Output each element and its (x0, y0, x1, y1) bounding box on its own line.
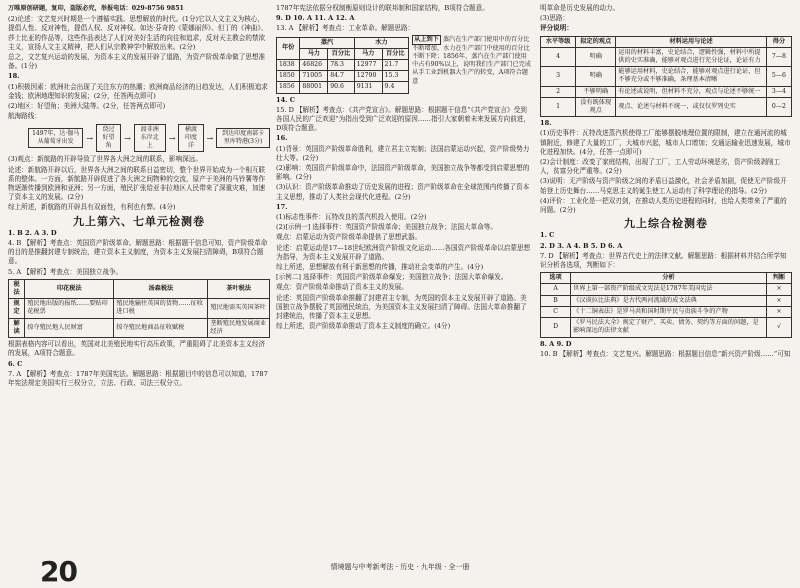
steam-water-table (276, 37, 409, 94)
paragraph: 综上所述，资产阶级革命推动了资本主义制度的确立。(4分) (276, 322, 451, 331)
table-header: 分析 (571, 273, 767, 284)
paragraph: (2)[示例一] 选择事件：英国资产阶级革命；美国独立战争；法国大革命等。 (276, 223, 497, 232)
paragraph: (1)历史事件：瓦特改进蒸汽机使得工厂能够摆脱地理位置的限制，建立在通河流的城镇附近，修建了大量的工厂，大城市兴起，城市人口增加；交通运输业迅速发展，城市化进程加快。(4分，任答一点即可) (540, 129, 791, 156)
table-cell: 12977 (354, 60, 382, 71)
table-header: 马力 (354, 48, 382, 59)
answer-line: 9. D 10. A 11. A 12. A (276, 14, 355, 23)
table-cell: 15.3 (382, 71, 409, 82)
table-cell: 有论述或说明，但材料不充分，观点与论述不够统一 (616, 86, 767, 97)
page-header: 万唯原创研题，复印，盗版必究，举报电话：029-8756 9851 (8, 5, 184, 12)
paragraph: (1)标志性事件：瓦特改良的蒸汽机投入使用。(2分) (276, 213, 427, 222)
question-number: 17. (276, 202, 288, 211)
paragraph: 13. A 【解析】考查点：工业革命。解题思路： (276, 24, 415, 33)
table-cell: 1856 (277, 82, 300, 93)
score-heading: 评分说明： (540, 24, 573, 33)
arrow-right-icon: → (206, 133, 214, 143)
table-cell: 5—6 (766, 67, 791, 86)
scoring-table (540, 36, 792, 118)
table-cell: 观点、论述与材料不统一，或仅仅罗列史实 (616, 97, 767, 116)
question-number: 18. (540, 119, 552, 128)
table-cell: 46826 (300, 60, 328, 71)
table-cell: 1838 (277, 60, 300, 71)
arrow-right-icon: → (168, 133, 176, 143)
paragraph: (3)思路： (540, 14, 570, 23)
answer-line: 14. C (276, 95, 296, 104)
table-cell: 规定 (9, 299, 25, 318)
paragraph: (2)会计制度：改变了家庭结构，出现了工厂，工人劳动环境恶劣，资产阶级剥削工人，贫富分化严重等。(2分) (540, 158, 781, 176)
paragraph: 观点：资产阶级革命推动了资本主义的发展。 (276, 283, 408, 292)
paragraph: 7. D 【解析】考查点：世界古代史上的法律文献。解题思路：根据材料并结合所学知识分析各选项，判断如下： (540, 251, 787, 270)
table-header: 茶叶税法 (208, 279, 270, 298)
table-note (412, 35, 532, 96)
paragraph: (2)地区：好望角；美洲大陆等。(2分，任答两点即可) (8, 102, 166, 111)
table-cell: 3 (541, 67, 576, 86)
table-row (277, 60, 409, 71)
table-header: 百分比 (328, 48, 355, 59)
table-cell: × (766, 306, 791, 317)
table-row (541, 97, 792, 116)
table-cell: 3—4 (766, 86, 791, 97)
section-title: 九上综合检测卷 (624, 217, 708, 231)
table-cell: 《十二铜表法》是罗马共和国时期平民与贵族斗争的产物 (571, 306, 767, 317)
table-header: 拟定的观点 (576, 36, 616, 47)
table-row (541, 67, 792, 86)
table-cell: 78.3 (328, 60, 355, 71)
table-header: 蒸汽 (300, 37, 354, 48)
paragraph: (3)观点：新航路的开辟导致了世界各大洲之间的联系，影响深远。 (8, 155, 202, 164)
table-header: 得分 (766, 36, 791, 47)
table-cell: 4 (541, 47, 576, 66)
table-header: 税法 (9, 279, 25, 298)
paragraph: 1787年宪法依据分权制衡原则设计的联邦制和国家结构，B项符合题意。 (276, 4, 489, 12)
paragraph: 观点：启蒙运动为资产阶级革命提供了思想武器。 (276, 233, 422, 242)
paragraph: 明革命是历史发展的动力。 (540, 4, 620, 12)
table-cell: B (541, 295, 571, 306)
table-cell: 运用的材料丰富，史论结合，逻辑性强，材料中所提供的史实准确，能够对观点进行充分论证，论证有力 (616, 47, 767, 66)
table-row (541, 47, 792, 66)
table-cell: 明确 (576, 67, 616, 86)
page-number: 20 (40, 554, 77, 588)
paragraph: (3)认识：资产阶级革命推动了历史发展的进程；资产阶级革命在全球范围内传播了资本主义思想，推动了人类社会现代化进程。(2分) (276, 183, 530, 201)
table-cell: 不够明确 (576, 86, 616, 97)
table-row (541, 86, 792, 97)
answer-line: 8. A 9. D (540, 339, 572, 348)
paragraph: 根据表格内容可以看出，英国对北美殖民地实行高压政策，严重阻碍了北美资本主义经济的发展，A项符合题意。 (8, 340, 266, 358)
table-cell: 7—8 (766, 47, 791, 66)
steam-analysis (276, 35, 532, 96)
table-header: 判断 (766, 273, 791, 284)
options-table (540, 272, 792, 337)
paragraph: 论述：英国资产阶级革命推翻了封建君主专制，为英国的资本主义发展开辟了道路。美国独立战争摆脱了英国殖民统治，为美国资本主义发展扫清了障碍。法国大革命推翻了封建统治，传播了资本主义思想。 (276, 293, 527, 321)
table-row (277, 82, 409, 93)
paragraph: (1)积极因素：欧洲社会出现了关注东方的热潮；欧洲商品经济的日趋发达，人们积极追求金钱；欧洲地理知识的发展；(2分，任答两点即可) (8, 82, 268, 100)
paragraph: [示例二] 选择事件：英国资产阶级革命爆发；美国独立战争；法国大革命爆发。 (276, 273, 508, 282)
table-cell: 《罗马民法大全》规定了财产、买卖、债务、契约等方面的问题，是影响深远的法律文献 (571, 318, 767, 337)
table-cell: 0—2 (766, 97, 791, 116)
column-middle (276, 4, 532, 554)
route-flowchart (28, 124, 270, 152)
answer-line: 2. D 3. A 4. B 5. D 6. A (540, 241, 623, 250)
table-cell: 明确 (576, 47, 616, 66)
answer-line: 1. C (540, 231, 555, 240)
table-cell: 能够运用材料，史论结合，能够对观点进行论证，但不够充分或不够准确，条理基本清晰 (616, 67, 767, 86)
table-row (541, 318, 792, 337)
table-cell: 掠夺殖民地商品征收赋税 (114, 318, 208, 337)
paragraph: (4)评价：工业化是一把双刃剑，在推动人类历史进程的同时，也给人类带来了严重的问题。(2分) (540, 196, 787, 215)
paragraph: 10. B 【解析】考查点：文艺复兴。解题思路：根据题目信息“新兴资产阶级……”可知 (540, 349, 791, 358)
tax-law-table (8, 279, 270, 338)
paragraph: (2)论述：文艺复兴时期是一个遵循实践、思想解放的时代。(1分)它以人文主义为核心，提倡人性、反对神性，提倡人权、反对神权。如达·芬奇的《蒙娜丽莎》、但丁的《神曲》、莎士比亚的作品等，这些作品表达了人们对美好生活的向往和追求，反对天主教会的禁欲主义，宣扬人文主义精神，把人们从宗教神学中解放出来。(2分) (8, 15, 268, 51)
paragraph: (1)背景：英国资产阶级革命胜利，建立君主立宪制；法国启蒙运动兴起，资产阶级势力壮大等。(2分) (276, 144, 530, 162)
answer-line: 1. B 2. A 3. D (8, 228, 57, 237)
table-cell: 84.7 (328, 71, 355, 82)
table-cell: × (766, 284, 791, 295)
table-header: 年份 (277, 37, 300, 59)
side-label: 从上到下 (412, 35, 441, 45)
paragraph: 论述：启蒙运动是17—18世纪欧洲资产阶级文化运动……各国资产阶级革命以启蒙思想为指导，为资本主义发展开辟了道路。 (276, 243, 531, 261)
table-row (277, 71, 409, 82)
answer-line: 6. C (8, 359, 23, 368)
paragraph: 论述：新航路开辟以后，世界各大洲之间的联系日益密切，整个世界开始成为一个相互联系的整体。一方面，新航路开辟促进了各大洲之间物种的交流，原产于美洲的马铃薯等作物逐渐传播到欧洲和亚洲；另一方面，殖民扩张给亚非拉地区人民带来了深重灾难，加速了资本主义的发展。(2分) (8, 165, 266, 202)
column-left (8, 4, 270, 554)
route-step: 横渡印度洋 (178, 124, 203, 152)
section-title: 九上第六、七单元检测卷 (73, 214, 205, 228)
table-cell: 垄断殖民地发展商业经济 (208, 318, 270, 337)
table-header: 百分比 (382, 48, 409, 59)
route-step: 绕过好望角 (96, 124, 121, 152)
table-cell: 12790 (354, 71, 382, 82)
table-cell: 9131 (354, 82, 382, 93)
paragraph: 航海路线： (8, 112, 41, 121)
table-header: 印花税法 (25, 279, 114, 298)
page-footer: 情境题与中考新考法 · 历史 · 九年级 · 全一册 (330, 562, 470, 571)
table-cell: 88001 (300, 82, 328, 93)
table-cell: 1850 (277, 71, 300, 82)
paragraph: 15. D 【解析】考查点：《共产党宣言》。解题思路：根据题干信息“《共产党宣言》受到各国人民的广泛欢迎”为指出受到广泛欢迎的原因……指引大家朝着未来发展方向前进，D项符合题意。 (276, 105, 530, 133)
table-cell: 解读 (9, 318, 25, 337)
table-row (9, 318, 270, 337)
column-right (540, 4, 792, 554)
paragraph: (2)影响：英国资产阶级革命中，法国资产阶级革命，美国独立战争等都受到启蒙思想的影响。(2分) (276, 164, 530, 182)
table-cell: 21.7 (382, 60, 409, 71)
table-cell: × (766, 295, 791, 306)
table-header: 水力 (354, 37, 408, 48)
table-header: 马力 (300, 48, 328, 59)
table-cell: √ (766, 318, 791, 337)
table-cell: 世界上第一部资产阶级成文宪法是1787年美国宪法 (571, 284, 767, 295)
arrow-right-icon: → (86, 133, 94, 143)
table-cell: 2 (541, 86, 576, 97)
table-cell: C (541, 306, 571, 317)
route-step: 1497年，达·伽马从葡萄牙出发 (28, 128, 83, 148)
paragraph: (3)说明：无产阶级与资产阶级之间的矛盾日益激化，社会矛盾加剧，促使无产阶级开始登上历史舞台……马克思主义的诞生使工人运动有了科学理论的指导。(2分) (540, 177, 787, 195)
table-header: 材料运用与论述 (616, 36, 767, 47)
paragraph: 4. B 【解析】考查点：英国资产阶级革命。解题思路：根据题干信息可知，资产阶级革命的目的是推翻封建专制统治，建立资本主义制度，为资本主义发展扫清障碍，B项符合题意。 (8, 239, 268, 266)
paragraph: 总之，文艺复兴运动的发展，为资本主义的发展开辟了道路，为资产阶级革命做了思想准备。(1分) (8, 53, 266, 71)
table-cell: 《汉谟拉比法典》是古代两河流域的成文法典 (571, 295, 767, 306)
table-header: 选项 (541, 273, 571, 284)
table-cell: 9.4 (382, 82, 409, 93)
table-row (541, 306, 792, 317)
paragraph: 5. A 【解析】考查点：美国独立战争。 (8, 267, 123, 276)
question-number: 16. (276, 134, 288, 143)
table-cell: 71005 (300, 71, 328, 82)
table-row (541, 295, 792, 306)
table-row (541, 284, 792, 295)
table-cell: 殖民地输往英国的货物……征收进口税 (114, 299, 208, 318)
paragraph: 综上所述，新航路的开辟具有双面性，有利也有弊。(4分) (8, 203, 176, 212)
table-cell: 1 (541, 97, 576, 116)
side-text: 蒸汽在生产部门使用中的百分比不断增加，水力在生产部门中使用的百分比不断下降；1856年，蒸汽在生产部门使用中占有90%以上，说明我们生产部门已完成从手工业到机器大生产的转变，A项符合题意 (412, 35, 532, 85)
table-cell: D (541, 318, 571, 337)
table-cell: 掠夺殖民地人民财富 (25, 318, 114, 337)
route-step: 到达印度南部卡里库特港(3分) (216, 128, 270, 148)
table-cell: 殖民地出版的报纸……要贴印花税票 (25, 299, 114, 318)
table-header: 水平等级 (541, 36, 576, 47)
table-cell: A (541, 284, 571, 295)
question-number: 18. (8, 72, 20, 81)
table-row (9, 299, 270, 318)
table-header: 汤森税法 (114, 279, 208, 298)
paragraph: 综上所述，思想解放有利于新思想的传播，推动社会变革的产生。(4分) (276, 263, 484, 272)
table-cell: 没有既体现观点 (576, 97, 616, 116)
route-step: 渡非洲东岸北上 (134, 124, 166, 152)
table-cell: 90.6 (328, 82, 355, 93)
arrow-right-icon: → (124, 133, 131, 143)
paragraph: 7. A 【解析】考查点：1787年美国宪法。解题思路：根据题目中的信息可以知道，1787年宪法规定美国实行三权分立，立法、行政、司法三权分立。 (8, 369, 268, 387)
table-cell: 殖民地需买英国茶叶 (208, 299, 270, 318)
